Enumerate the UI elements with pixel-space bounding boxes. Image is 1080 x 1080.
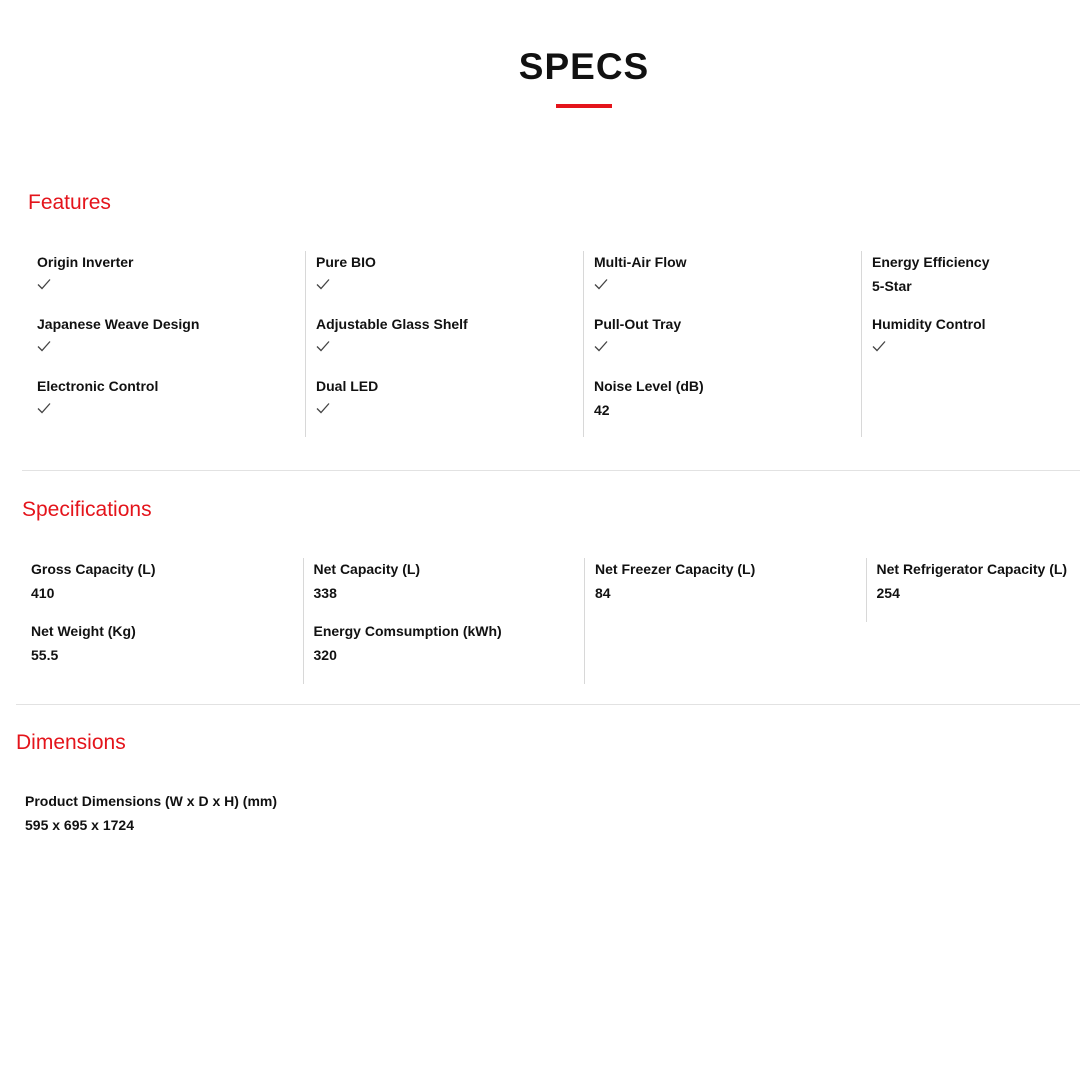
- spec-label: Product Dimensions (W x D x H) (mm): [25, 793, 278, 809]
- page-title: SPECS: [518, 46, 650, 87]
- spec-label: Net Weight (Kg): [31, 623, 136, 639]
- spec-label: Origin Inverter: [37, 254, 134, 270]
- spec-value: 55.5: [31, 647, 59, 663]
- dimensions-heading: Dimensions: [16, 731, 126, 754]
- check-icon: [316, 278, 330, 290]
- specifications-grid: [21, 558, 1080, 684]
- spec-label: Japanese Weave Design: [37, 316, 200, 332]
- spec-label: Humidity Control: [872, 316, 986, 332]
- spec-label: Electronic Control: [37, 378, 159, 394]
- check-icon: [872, 340, 886, 352]
- features-item: [37, 251, 305, 313]
- features-item: [37, 375, 305, 437]
- dimensions-column: [15, 790, 415, 850]
- features-heading: Features: [28, 191, 111, 214]
- spec-label: Pure BIO: [316, 254, 376, 270]
- spec-label: Net Freezer Capacity (L): [595, 561, 756, 577]
- specifications-item: [595, 558, 866, 620]
- specifications-item: [31, 558, 303, 620]
- specifications-heading: Specifications: [22, 498, 152, 521]
- spec-value: 595 x 695 x 1724: [25, 817, 134, 833]
- features-item: [594, 375, 861, 437]
- features-item: [37, 313, 305, 375]
- spec-value: 84: [595, 585, 611, 601]
- features-column: [583, 251, 861, 437]
- spec-value: 410: [31, 585, 55, 601]
- check-icon: [37, 402, 51, 414]
- spec-label: Net Refrigerator Capacity (L): [876, 561, 1068, 577]
- specifications-item: [314, 620, 585, 682]
- spec-value: 254: [876, 585, 900, 601]
- dimensions-item: [25, 790, 415, 852]
- spec-value: 5-Star: [872, 278, 912, 294]
- spec-label: Energy Efficiency: [872, 254, 990, 270]
- spec-label: Dual LED: [316, 378, 379, 394]
- spec-label: Net Capacity (L): [313, 561, 421, 577]
- dimensions-grid: [15, 790, 415, 850]
- features-item: [594, 251, 861, 313]
- specifications-column: [21, 558, 303, 684]
- check-icon: [594, 340, 608, 352]
- check-icon: [37, 278, 51, 290]
- specifications-item: [877, 558, 1080, 620]
- spec-value: 338: [313, 585, 337, 601]
- check-icon: [37, 340, 51, 352]
- spec-label: Multi-Air Flow: [594, 254, 687, 270]
- spec-label: Adjustable Glass Shelf: [316, 316, 468, 332]
- features-column: [861, 251, 1080, 437]
- specifications-item: [314, 558, 585, 620]
- spec-label: Pull-Out Tray: [594, 316, 682, 332]
- spec-value: 320: [313, 647, 337, 663]
- features-item: [316, 313, 583, 375]
- features-item: [316, 375, 583, 437]
- features-item: [872, 251, 1080, 313]
- features-item: [594, 313, 861, 375]
- section-divider: [22, 470, 1080, 471]
- spec-label: Energy Comsumption (kWh): [313, 623, 502, 639]
- features-item: [316, 251, 583, 313]
- specifications-column: [303, 558, 585, 684]
- features-column: [305, 251, 583, 437]
- spec-label: Noise Level (dB): [594, 378, 704, 394]
- check-icon: [594, 278, 608, 290]
- specifications-column: [866, 558, 1080, 622]
- spec-label: Gross Capacity (L): [31, 561, 156, 577]
- specifications-column: [584, 558, 866, 684]
- check-icon: [316, 402, 330, 414]
- title-underline: [556, 104, 612, 108]
- check-icon: [316, 340, 330, 352]
- spec-value: 42: [594, 402, 610, 418]
- features-item: [872, 313, 1080, 375]
- features-grid: [27, 251, 1080, 437]
- section-divider: [16, 704, 1080, 705]
- features-column: [27, 251, 305, 437]
- specifications-item: [31, 620, 303, 682]
